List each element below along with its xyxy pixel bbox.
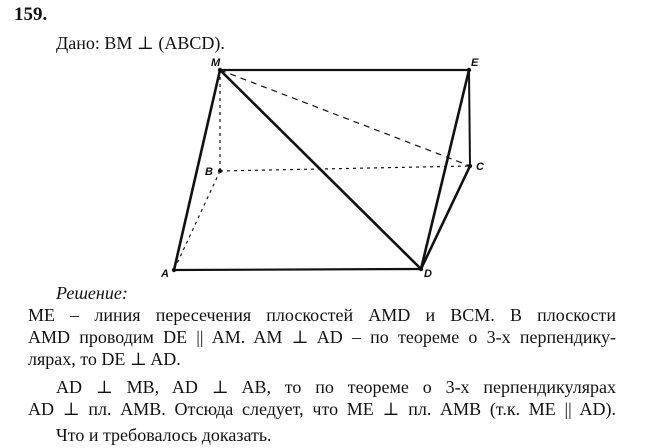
point-C [468, 164, 472, 168]
edge-ED [421, 70, 469, 269]
edge-CD [421, 166, 470, 269]
solution-heading: Решение: [56, 283, 128, 303]
solution-line-2: AMD проводим DE || AM. AM ⊥ AD – по теореме о 3-х перпендику- [28, 327, 616, 347]
label-E: E [471, 57, 479, 69]
edge-MC [220, 70, 470, 166]
solution-line-6: Что и требовалось доказать. [56, 425, 272, 445]
edge-BA [174, 171, 220, 270]
label-B: B [205, 166, 213, 178]
point-B [218, 169, 222, 173]
label-M: M [211, 57, 221, 69]
edge-AD [174, 269, 421, 270]
problem-number: 159. [14, 4, 48, 25]
edge-BC [220, 166, 470, 171]
label-C: C [476, 161, 484, 173]
given-statement: Дано: BM ⊥ (ABCD). [56, 33, 225, 53]
label-D: D [424, 268, 432, 280]
solution-line-3: лярах, то DE ⊥ AD. [28, 349, 181, 369]
edge-EC [469, 70, 470, 166]
point-D [419, 267, 423, 271]
label-A: A [161, 268, 169, 280]
edge-MA [174, 70, 220, 270]
point-A [172, 268, 176, 272]
solution-line-1: ME – линия пересечения плоскостей AMD и BCM. В плоскости [28, 305, 616, 325]
solution-line-4: AD ⊥ MB, AD ⊥ AB, то по теореме о 3-х перпендикулярах [56, 377, 616, 397]
solution-line-5: AD ⊥ пл. AMB. Отсюда следует, что ME ⊥ пл. AMB (т.к. ME || AD). [28, 399, 616, 419]
